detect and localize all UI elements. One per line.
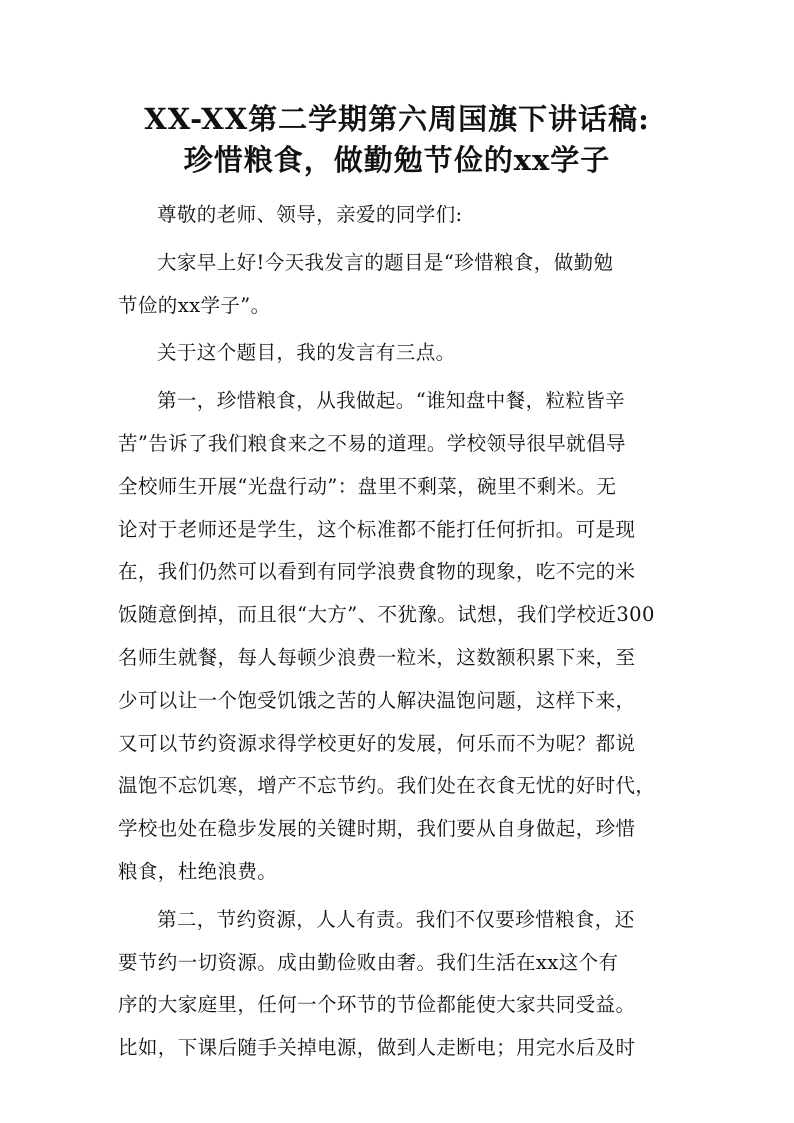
paragraph-line: 序的大家庭里，任何一个环节的节俭都能使大家共同受益。 bbox=[118, 993, 636, 1017]
paragraph-line: 苦”告诉了我们粮食来之不易的道理。学校领导很早就倡导 bbox=[118, 431, 626, 455]
paragraph-2 bbox=[118, 332, 678, 375]
paragraph-line: 全校师生开展“光盘行动”：盘里不剩菜，碗里不剩米。无 bbox=[118, 474, 617, 498]
paragraph-1 bbox=[118, 242, 678, 328]
paragraph-line: 名师生就餐，每人每顿少浪费一粒米，这数额积累下来，至 bbox=[118, 645, 636, 669]
paragraph-line: 论对于老师还是学生，这个标准都不能打任何折扣。可是现 bbox=[118, 517, 636, 541]
paragraph-line: 少可以让一个饱受饥饿之苦的人解决温饱问题，这样下来， bbox=[118, 688, 636, 712]
paragraph-line: 学校也处在稳步发展的关键时期，我们要从自身做起，珍惜 bbox=[118, 817, 636, 841]
paragraph-line: 粮食，杜绝浪费。 bbox=[118, 859, 278, 883]
paragraph-line: 大家早上好!今天我发言的题目是“珍惜粮食，做勤勉 bbox=[157, 250, 614, 274]
paragraph-line: 温饱不忘饥寒，增产不忘节约。我们处在衣食无忧的好时代， bbox=[118, 774, 656, 798]
document-title-line-2: 珍惜粮食，做勤勉节俭的xx学子 bbox=[183, 143, 611, 177]
paragraph-line: 饭随意倒掉，而且很“大方”、不犹豫。试想，我们学校近300 bbox=[118, 603, 655, 627]
greeting: 尊敬的老师、领导，亲爱的同学们: bbox=[157, 203, 463, 226]
paragraph-line: 要节约一切资源。成由勤俭败由奢。我们生活在xx这个有 bbox=[118, 950, 619, 974]
document-title-line-1: XX-XX第二学期第六周国旗下讲话稿: bbox=[144, 102, 650, 136]
paragraph-line: 第二，节约资源，人人有责。我们不仅要珍惜粮食，还 bbox=[157, 907, 635, 931]
paragraph-line: 在，我们仍然可以看到有同学浪费食物的现象，吃不完的米 bbox=[118, 560, 636, 584]
paragraph-line: 节俭的xx学子”。 bbox=[118, 293, 271, 317]
paragraph-line: 又可以节约资源求得学校更好的发展，何乐而不为呢？都说 bbox=[118, 731, 636, 755]
paragraph-4 bbox=[118, 899, 678, 1070]
paragraph-line: 比如，下课后随手关掉电源，做到人走断电；用完水后及时 bbox=[118, 1036, 636, 1060]
paragraph-line: 关于这个题目，我的发言有三点。 bbox=[157, 341, 456, 365]
document-body bbox=[118, 194, 678, 1075]
paragraph-3 bbox=[118, 380, 678, 894]
paragraph-line: 第一，珍惜粮食，从我做起。“谁知盘中餐，粒粒皆辛 bbox=[157, 389, 626, 413]
